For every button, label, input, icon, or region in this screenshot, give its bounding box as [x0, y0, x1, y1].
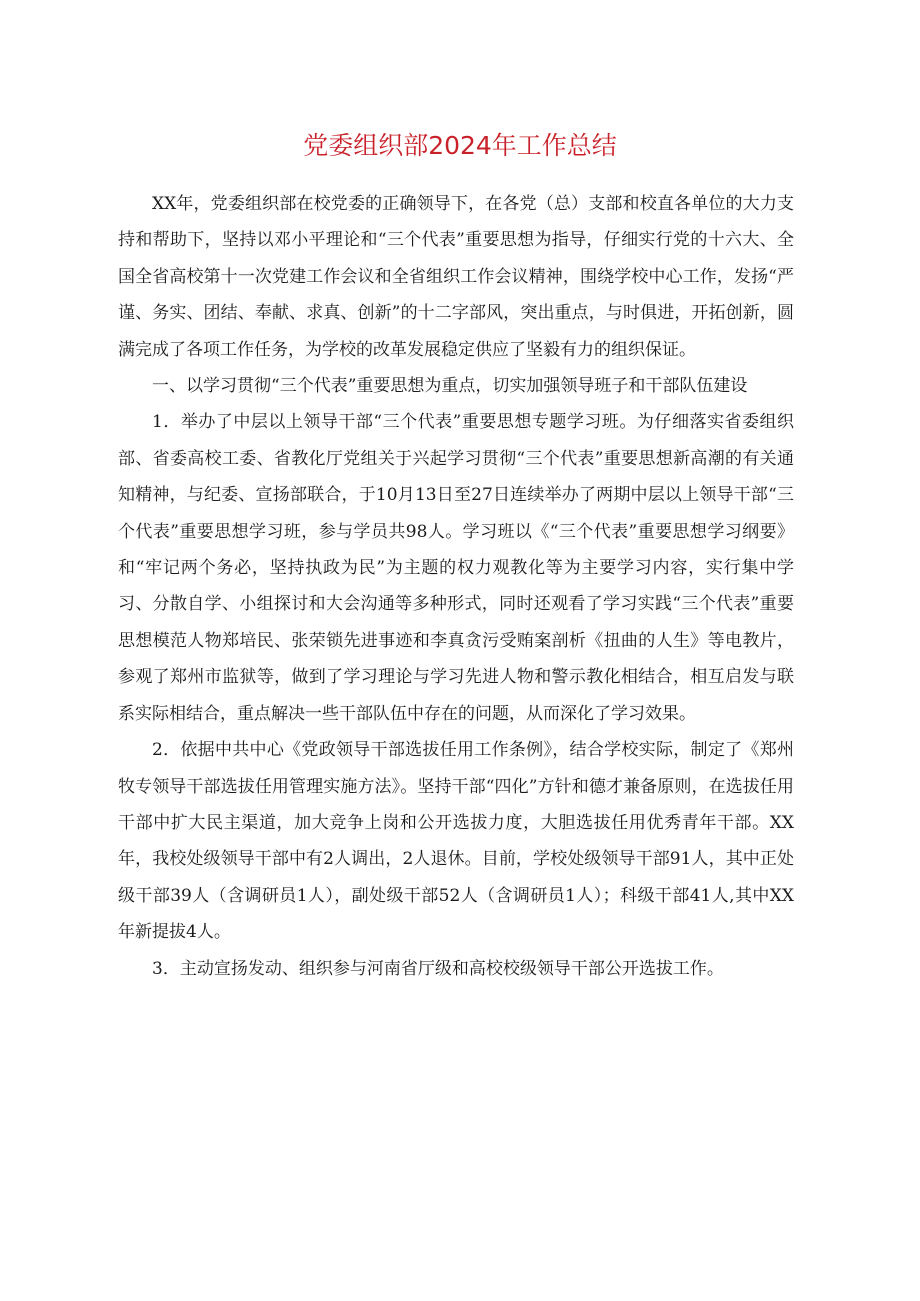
- document-body: [118, 186, 794, 987]
- paragraph-intro: XX年，党委组织部在校党委的正确领导下，在各党（总）支部和校直各单位的大力支持和帮助下，坚持以邓小平理论和“三个代表”重要思想为指导，仔细实行党的十六大、全国全省高校第十一次党建工作会议和全省组织工作会议精神，围绕学校中心工作，发扬“严谨、务实、团结、奉献、求真、创新”的十二字部风，突出重点，与时俱进，开拓创新，圆满完成了各项工作任务，为学校的改革发展稳定供应了坚毅有力的组织保证。: [118, 194, 794, 360]
- paragraph-item-1: 1．举办了中层以上领导干部“三个代表”重要思想专题学习班。为仔细落实省委组织部、省委高校工委、省教化厅党组关于兴起学习贯彻“三个代表”重要思想新高潮的有关通知精神，与纪委、宣扬部联合，于10月13日至27日连续举办了两期中层以上领导干部“三个代表”重要思想学习班，参与学员共98人。学习班以《“三个代表”重要思想学习纲要》和“牢记两个务必，坚持执政为民”为主题的权力观教化等为主要学习内容，实行集中学习、分散自学、小组探讨和大会沟通等多种形式，同时还观看了学习实践“三个代表”重要思想模范人物郑培民、张荣锁先进事迹和李真贪污受贿案剖析《扭曲的人生》等电教片，参观了郑州市监狱等，做到了学习理论与学习先进人物和警示教化相结合，相互启发与联系实际相结合，重点解决一些干部队伍中存在的问题，从而深化了学习效果。: [118, 412, 794, 724]
- paragraph-section-heading-1: 一、以学习贯彻“三个代表”重要思想为重点，切实加强领导班子和干部队伍建设: [152, 376, 748, 397]
- paragraph-item-2: 2．依据中共中心《党政领导干部选拔任用工作条例》，结合学校实际，制定了《郑州牧专领导干部选拔任用管理实施方法》。坚持干部“四化”方针和德才兼备原则，在选拔任用干部中扩大民主渠道，加大竞争上岗和公开选拔力度，大胆选拔任用优秀青年干部。XX年，我校处级领导干部中有2人调出，2人退休。目前，学校处级领导干部91人，其中正处级干部39人（含调研员1人），副处级干部52人（含调研员1人）；科级干部41人,其中XX年新提拔4人。: [118, 740, 794, 943]
- document-title: 党委组织部2024年工作总结: [303, 131, 617, 160]
- paragraph-item-3: 3．主动宣扬发动、组织参与河南省厅级和高校校级领导干部公开选拔工作。: [152, 958, 724, 979]
